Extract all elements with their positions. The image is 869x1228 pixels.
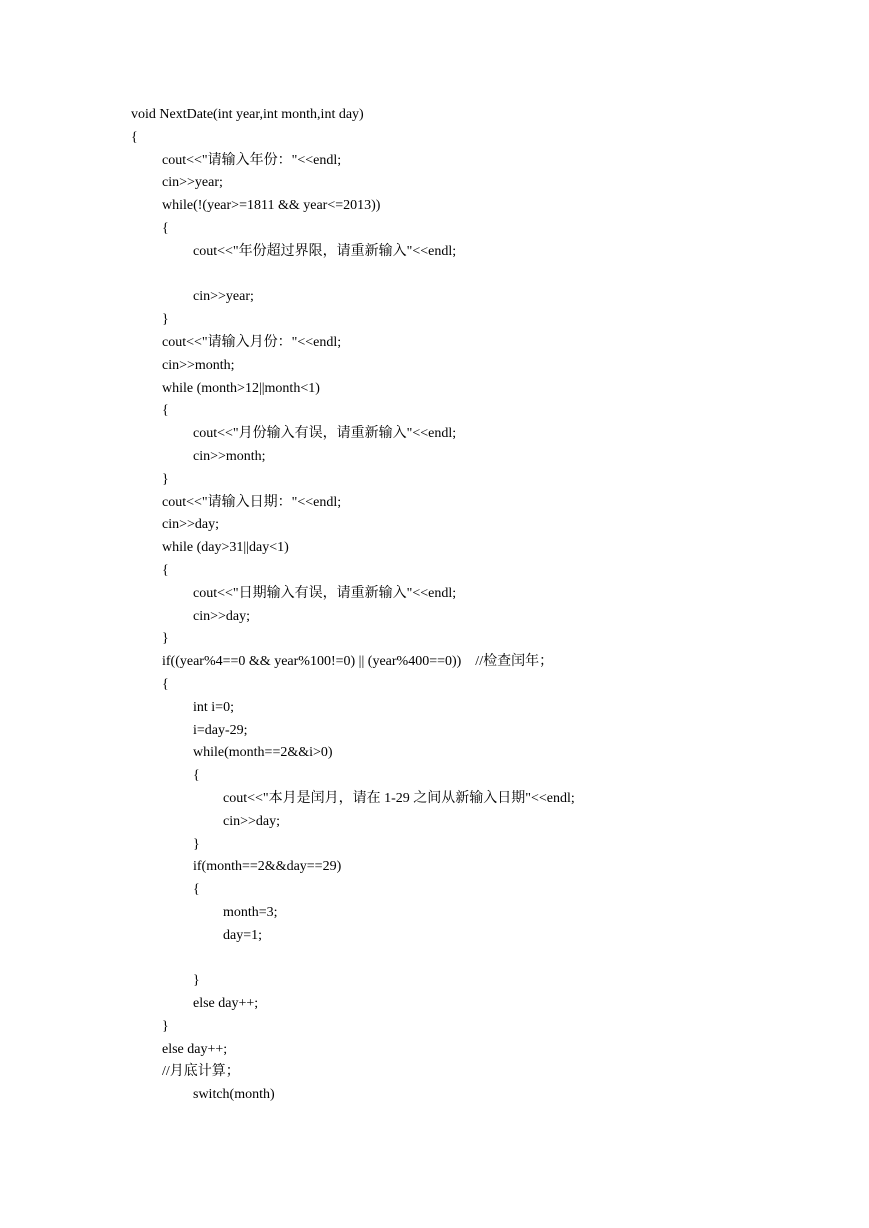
code-line: cin>>month; (193, 448, 266, 464)
code-line: { (193, 882, 200, 898)
code-line: cout<<"日期输入有误，请重新输入"<<endl; (193, 585, 457, 601)
code-line: { (162, 220, 169, 236)
code-line: month=3; (223, 904, 278, 920)
code-line: if((year%4==0 && year%100!=0) || (year%400==0)) //检查闰年； (162, 654, 554, 670)
code-line: { (193, 768, 200, 784)
code-line: day=1; (223, 927, 262, 943)
code-line: cout<<"请输入月份："<<endl; (162, 334, 342, 350)
code-line: else day++; (193, 996, 259, 1012)
code-line: cin>>day; (223, 813, 280, 829)
code-line: } (162, 1018, 169, 1034)
code-line: int i=0; (193, 699, 234, 715)
code-line: } (193, 836, 200, 852)
code-line: cout<<"本月是闰月，请在 1-29 之间从新输入日期"<<endl; (223, 790, 575, 806)
code-line: else day++; (162, 1041, 228, 1057)
code-line: cin>>year; (193, 289, 254, 305)
code-line: cin>>year; (162, 175, 223, 191)
code-line: while (month>12||month<1) (162, 380, 320, 396)
code-line: cin>>day; (162, 517, 219, 533)
code-line: cout<<"月份输入有误，请重新输入"<<endl; (193, 426, 457, 442)
code-line: } (193, 973, 200, 989)
code-listing (131, 104, 831, 1107)
code-line: while (day>31||day<1) (162, 540, 289, 556)
code-line: cin>>month; (162, 357, 235, 373)
code-line: //月底计算； (162, 1064, 240, 1080)
code-line: } (162, 471, 169, 487)
code-line: } (162, 312, 169, 328)
code-line: while(month==2&&i>0) (193, 745, 333, 761)
code-line: cout<<"年份超过界限，请重新输入"<<endl; (193, 243, 457, 259)
code-line: { (131, 129, 138, 145)
code-line: i=day-29; (193, 722, 248, 738)
code-line: switch(month) (193, 1087, 275, 1103)
code-line (131, 947, 831, 970)
code-line: if(month==2&&day==29) (193, 859, 342, 875)
code-line: while(!(year>=1811 && year<=2013)) (162, 198, 381, 214)
code-line: } (162, 631, 169, 647)
code-line: { (162, 562, 169, 578)
code-line: cout<<"请输入年份："<<endl; (162, 152, 342, 168)
code-line: { (162, 676, 169, 692)
code-line: { (162, 403, 169, 419)
code-line: cin>>day; (193, 608, 250, 624)
code-line: cout<<"请输入日期："<<endl; (162, 494, 342, 510)
code-line: void NextDate(int year,int month,int day) (131, 107, 364, 122)
code-line (131, 264, 831, 287)
